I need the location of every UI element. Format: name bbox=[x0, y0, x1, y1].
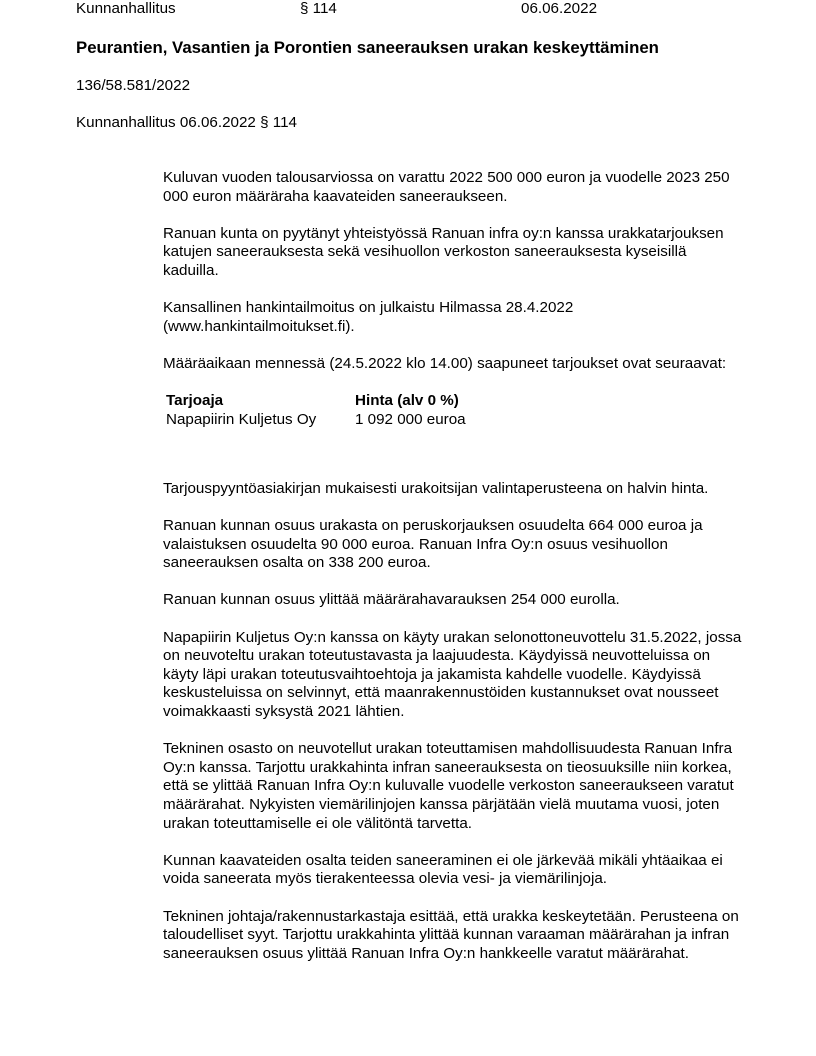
document-title: Peurantien, Vasantien ja Porontien saneerauksen urakan keskeyttäminen bbox=[76, 38, 659, 57]
table-row bbox=[164, 411, 466, 430]
paragraph-selection-criteria: Tarjouspyyntöasiakirjan mukaisesti urakoitsijan valintaperusteena on halvin hinta. bbox=[163, 479, 709, 497]
paragraph-offers-received: Määräaikaan mennessä (24.5.2022 klo 14.00) saapuneet tarjoukset ovat seuraavat: bbox=[163, 354, 727, 372]
offers-cell-bidder: Napapiirin Kuljetus Oy bbox=[166, 410, 317, 428]
paragraph-technical-department: Tekninen osasto on neuvotellut urakan toteuttamisen mahdollisuudesta Ranuan Infra Oy:n kanssa. Tarjottu urakkahinta infran saneerauksesta on tieosuuksille niin korkea, että se ylittää Ranuan Infra Oy:n kuluvalle vuodelle verkoston saneeraukseen varatut määrärahat. Nykyisten viemärilinjojen kanssa pärjätään vielä muutama vuosi, joten urakan toteuttamiselle ei ole välitöntä tarvetta. bbox=[163, 740, 734, 832]
header-date: 06.06.2022 bbox=[521, 0, 598, 17]
spacer bbox=[163, 448, 743, 480]
offers-cell-price: 1 092 000 euroa bbox=[355, 410, 466, 428]
paragraph-budget-overrun: Ranuan kunnan osuus ylittää määrärahavarauksen 254 000 eurolla. bbox=[163, 591, 620, 609]
offers-header-price: Hinta (alv 0 %) bbox=[355, 392, 459, 410]
offers-table bbox=[164, 392, 466, 429]
paragraph-tender-request: Ranuan kunta on pyytänyt yhteistyössä Ranuan infra oy:n kanssa urakkatarjouksen katujen saneerauksesta sekä vesihuollon verkoston saneerauksesta kyseisillä kaduilla. bbox=[163, 224, 724, 279]
paragraph-budget: Kuluvan vuoden talousarviossa on varattu 2022 500 000 euron ja vuodelle 2023 250 000 euron määräraha kaavateiden saneeraukseen. bbox=[163, 169, 730, 205]
page-header bbox=[76, 0, 776, 19]
header-section: § 114 bbox=[300, 0, 337, 17]
meeting-reference: Kunnanhallitus 06.06.2022 § 114 bbox=[76, 114, 297, 131]
paragraph-road-renovation: Kunnan kaavateiden osalta teiden saneeraminen ei ole järkevää mikäli yhtäaikaa ei voida saneerata myös tierakenteessa olevia vesi- ja viemärilinjoja. bbox=[163, 851, 723, 888]
paragraph-cost-shares: Ranuan kunnan osuus urakasta on peruskorjauksen osuudelta 664 000 euroa ja valaistuksen osuudelta 90 000 euroa. Ranuan Infra Oy:n osuus vesihuollon saneerauksen osalta on 338 200 euroa. bbox=[163, 517, 703, 572]
paragraph-proposal: Tekninen johtaja/rakennustarkastaja esittää, että urakka keskeytetään. Perusteena on taloudelliset syyt. Tarjottu urakkahinta ylittää kunnan varaaman määrärahan ja infran saneerauksen osuus ylittää Ranuan Infra Oy:n hankkeelle varatut määrärahat. bbox=[163, 907, 739, 962]
document-body bbox=[163, 169, 743, 982]
offers-table-header bbox=[164, 392, 466, 411]
offers-header-bidder: Tarjoaja bbox=[166, 392, 224, 410]
diary-number: 136/58.581/2022 bbox=[76, 77, 191, 94]
header-body-name: Kunnanhallitus bbox=[76, 0, 176, 17]
paragraph-negotiation: Napapiirin Kuljetus Oy:n kanssa on käyty urakan selonottoneuvottelu 31.5.2022, jossa on neuvoteltu urakan toteutustavasta ja laajuudesta. Käydyissä neuvotteluissa on käyty läpi urakan toteutusvaihtoehtoja ja jakamista kahdelle vuodelle. Käydyissä keskusteluissa on selvinnyt, että maanrakennustöiden kustannukset ovat nousseet voimakkaasti syksystä 2021 lähtien. bbox=[163, 628, 742, 721]
paragraph-procurement-notice: Kansallinen hankintailmoitus on julkaistu Hilmassa 28.4.2022 (www.hankintailmoitukset.fi). bbox=[163, 299, 574, 335]
